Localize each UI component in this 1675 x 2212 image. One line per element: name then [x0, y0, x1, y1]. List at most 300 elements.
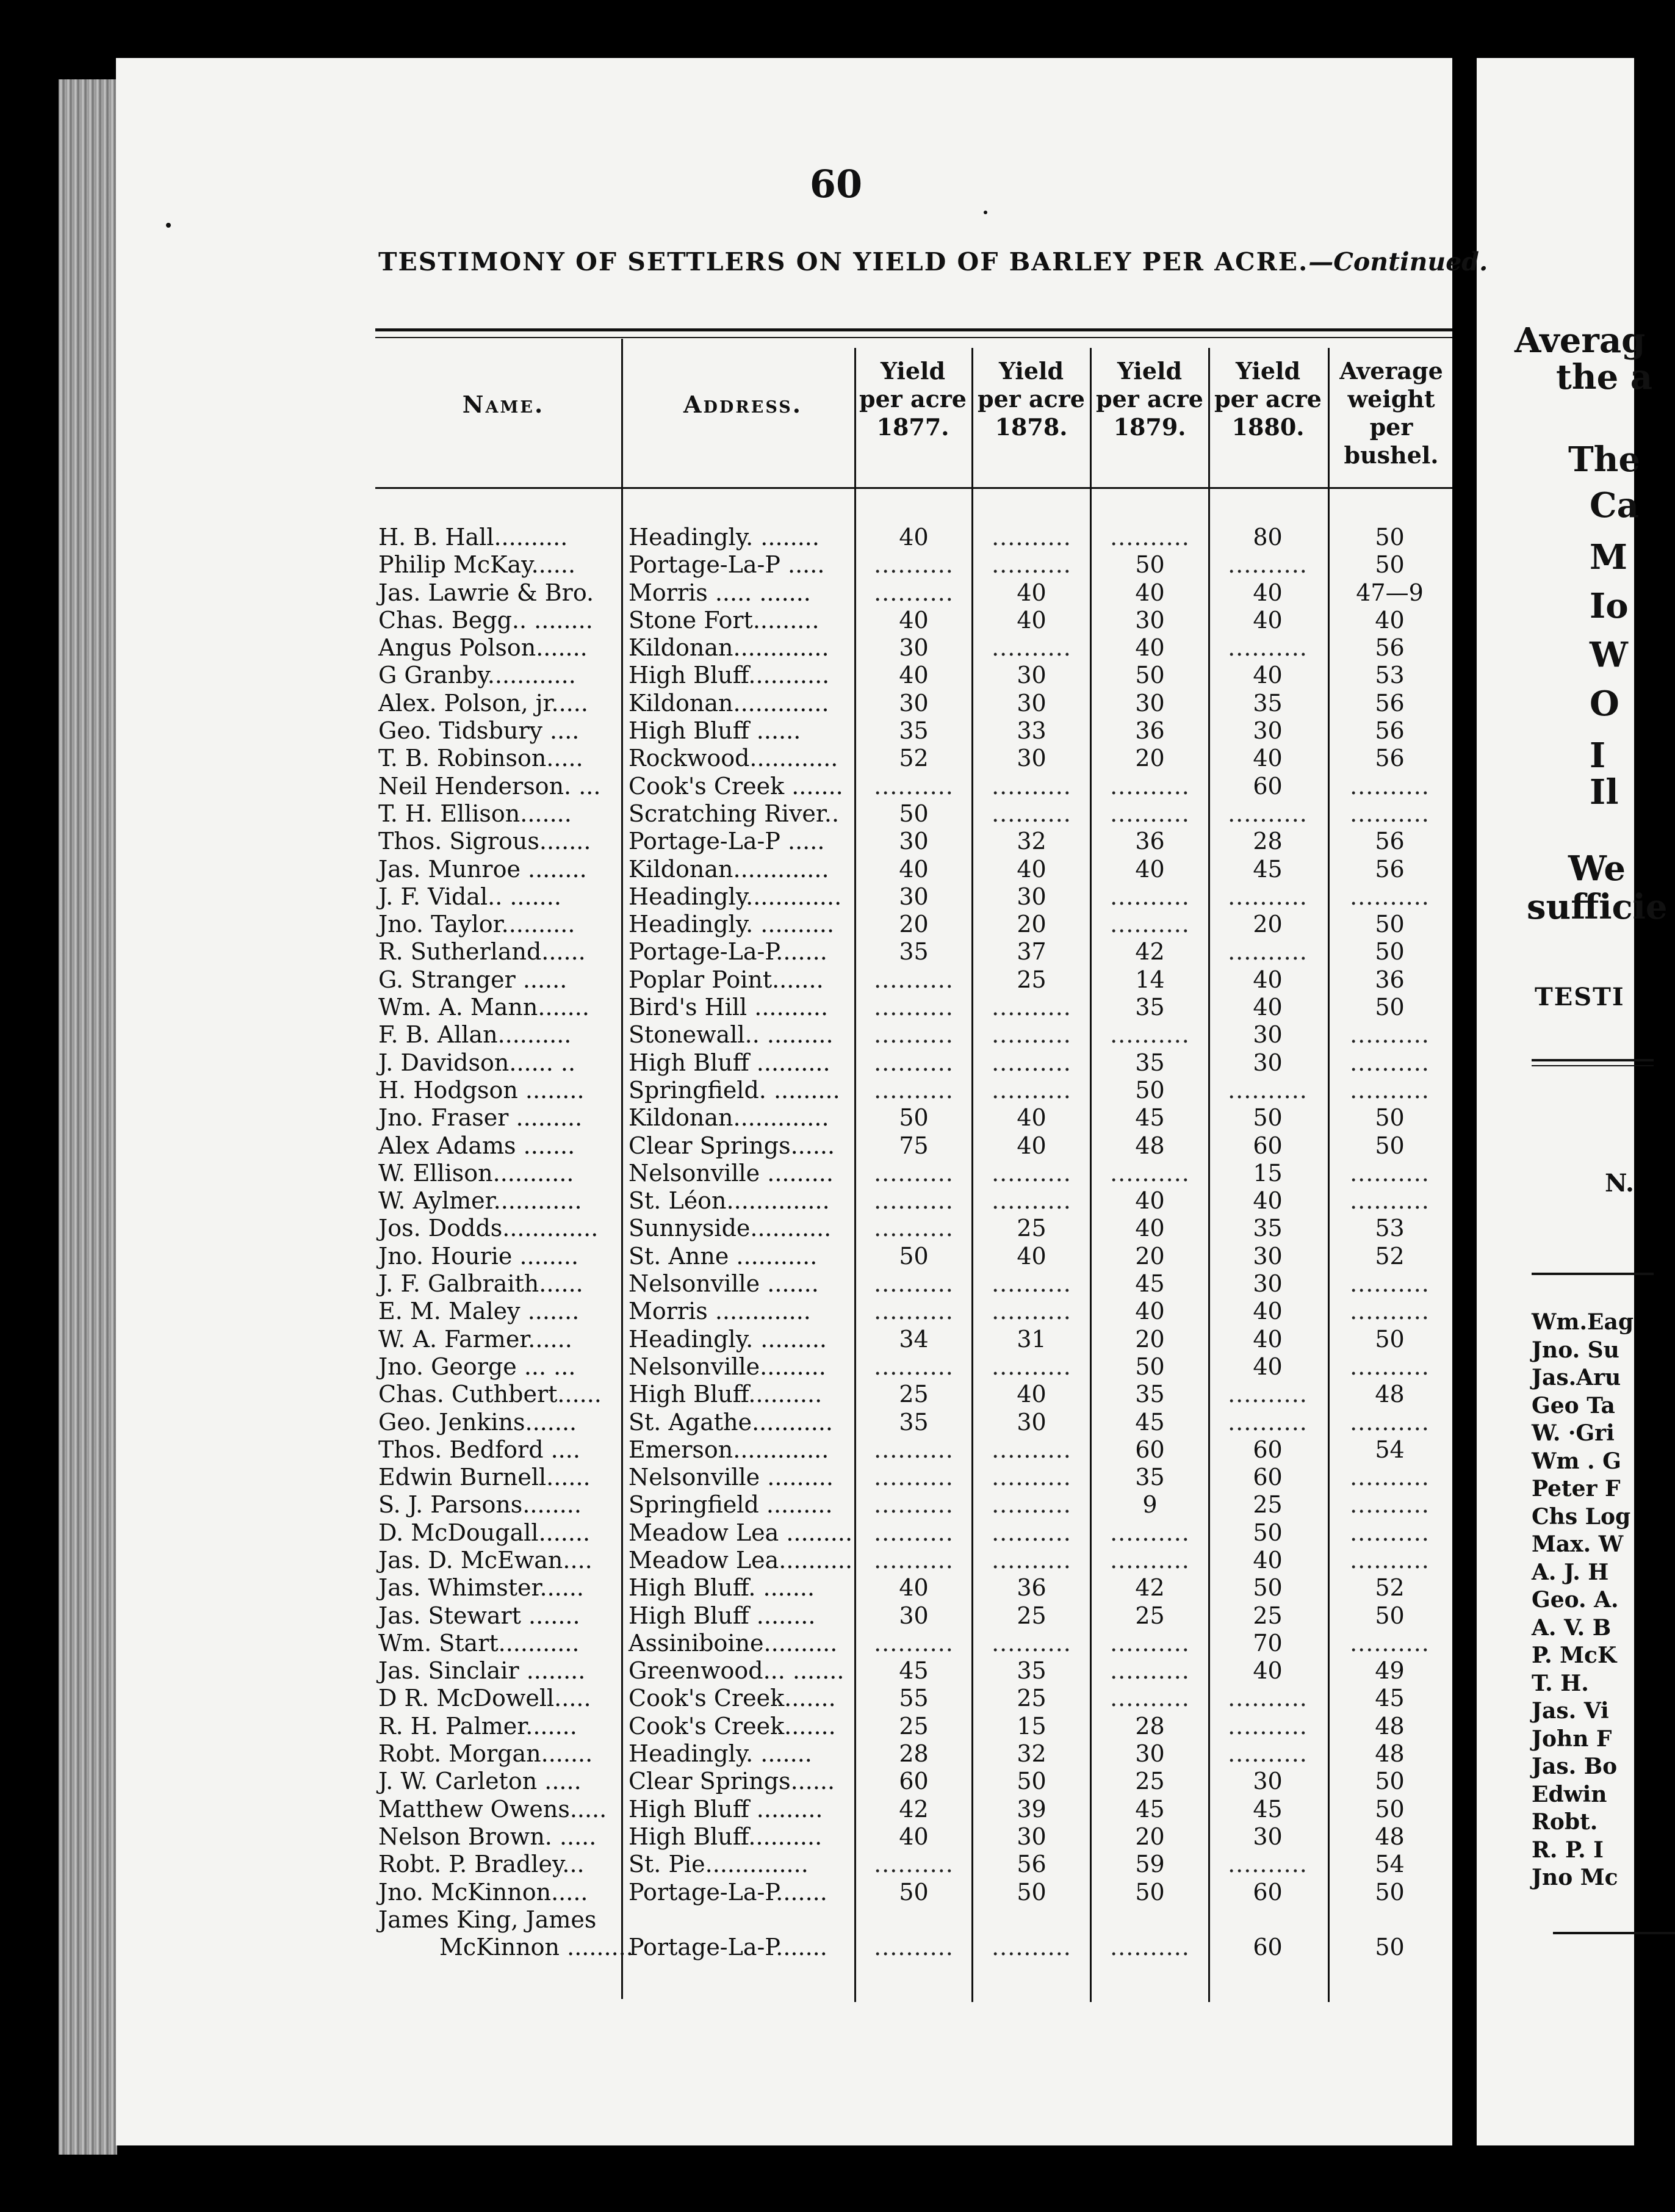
- yield-1877-cell: ..........: [874, 1491, 954, 1519]
- yield-1879-cell: ..........: [1110, 911, 1190, 938]
- address-cell: St. Agathe...........: [629, 1408, 833, 1436]
- name-cell: Edwin Burnell......: [378, 1464, 591, 1491]
- address-cell: Meadow Lea..........: [629, 1546, 853, 1574]
- yield-1878-cell: 25: [1017, 1215, 1046, 1242]
- address-cell: Portage-La-P.......: [629, 1878, 827, 1906]
- yield-1877-cell: ..........: [874, 1851, 954, 1878]
- table-row: [0, 1685, 1452, 1712]
- yield-1879-cell: ..........: [1110, 1657, 1190, 1685]
- yield-1879-cell: 25: [1135, 1768, 1165, 1795]
- yield-1880-cell: 40: [1253, 606, 1283, 634]
- yield-1880-cell: 45: [1253, 855, 1283, 883]
- name-cell: S. J. Parsons........: [378, 1491, 582, 1519]
- table-row: [0, 1381, 1452, 1408]
- yield-1880-cell: ..........: [1228, 1381, 1308, 1408]
- name-cell: Chas. Begg.. ........: [378, 606, 593, 634]
- yield-1878-cell: 30: [1017, 745, 1046, 772]
- weight-cell: ..........: [1350, 1270, 1430, 1298]
- address-cell: Kildonan.............: [629, 1104, 829, 1132]
- table-row: [0, 994, 1452, 1021]
- address-cell: High Bluff..........: [629, 1823, 823, 1850]
- yield-1878-cell: 25: [1017, 1602, 1046, 1629]
- yield-1878-cell: ..........: [992, 1076, 1072, 1104]
- yield-1879-cell: 35: [1135, 1381, 1165, 1408]
- yield-1880-cell: 40: [1253, 1325, 1283, 1353]
- weight-cell: ..........: [1350, 1408, 1430, 1436]
- yield-1879-cell: 30: [1135, 606, 1165, 634]
- right-name-item: John F: [1532, 1726, 1612, 1752]
- weight-cell: 49: [1375, 1657, 1405, 1685]
- header-line: 1878.: [995, 413, 1068, 441]
- header-line: Yield: [880, 357, 946, 385]
- header-line: per: [1369, 413, 1413, 441]
- name-cell: Robt. P. Bradley...: [378, 1851, 585, 1878]
- table-row: [0, 579, 1452, 607]
- header-line: weight: [1347, 385, 1435, 413]
- weight-cell: 48: [1375, 1712, 1405, 1740]
- yield-1880-cell: 80: [1253, 524, 1283, 551]
- yield-1878-cell: ..........: [992, 1546, 1072, 1574]
- facing-page: [1477, 58, 1668, 2145]
- yield-1879-cell: 36: [1135, 828, 1165, 855]
- yield-1878-cell: 35: [1017, 1657, 1046, 1685]
- weight-cell: 48: [1375, 1381, 1405, 1408]
- yield-1879-cell: 20: [1135, 745, 1165, 772]
- yield-1879-cell: 40: [1135, 855, 1165, 883]
- yield-1877-cell: 35: [899, 717, 929, 745]
- yield-1877-cell: 50: [899, 1104, 929, 1132]
- weight-cell: 50: [1375, 1325, 1405, 1353]
- right-name-item: Edwin: [1532, 1781, 1607, 1807]
- yield-1880-cell: 60: [1253, 1878, 1283, 1906]
- address-cell: High Bluff ..........: [629, 1049, 830, 1076]
- top-rule-thin: [375, 337, 1452, 338]
- yield-1878-cell: 50: [1017, 1878, 1046, 1906]
- weight-cell: ..........: [1350, 1187, 1430, 1215]
- weight-cell: 50: [1375, 911, 1405, 938]
- yield-1877-cell: 30: [899, 634, 929, 662]
- address-cell: Clear Springs......: [629, 1768, 835, 1795]
- yield-1878-cell: 40: [1017, 1381, 1046, 1408]
- name-cell: James King, James: [378, 1906, 597, 1933]
- yield-1879-cell: 40: [1135, 1215, 1165, 1242]
- name-cell: Jno. Taylor..........: [378, 911, 575, 938]
- name-cell: F. B. Allan..........: [378, 1021, 572, 1049]
- header-name: Name.: [462, 391, 545, 418]
- name-cell: McKinnon .........: [439, 1934, 633, 1961]
- table-row: [0, 1464, 1452, 1491]
- yield-1878-cell: ..........: [992, 1049, 1072, 1076]
- header-line: Yield: [998, 357, 1064, 385]
- yield-1878-cell: 56: [1017, 1851, 1046, 1878]
- yield-1877-cell: ..........: [874, 1049, 954, 1076]
- yield-1878-cell: 30: [1017, 689, 1046, 717]
- header-line: per acre: [1214, 385, 1322, 413]
- table-row: [0, 1353, 1452, 1381]
- weight-cell: ..........: [1350, 1076, 1430, 1104]
- yield-1877-cell: 40: [899, 1574, 929, 1602]
- yield-1877-cell: 45: [899, 1657, 929, 1685]
- yield-1877-cell: ..........: [874, 551, 954, 579]
- yield-1879-cell: 20: [1135, 1242, 1165, 1270]
- name-cell: W. Aylmer............: [378, 1187, 582, 1215]
- address-cell: Headingly. ..........: [629, 911, 835, 938]
- yield-1877-cell: ..........: [874, 1270, 954, 1298]
- yield-1877-cell: ..........: [874, 1464, 954, 1491]
- yield-1880-cell: 60: [1253, 1464, 1283, 1491]
- address-cell: Cook's Creek.......: [629, 1685, 836, 1712]
- yield-1878-cell: 30: [1017, 1823, 1046, 1850]
- right-name-item: Jno Mc: [1532, 1865, 1618, 1890]
- table-row: [0, 773, 1452, 800]
- yield-1879-cell: 25: [1135, 1602, 1165, 1629]
- yield-1877-cell: ..........: [874, 772, 954, 800]
- yield-1878-cell: ..........: [992, 1519, 1072, 1546]
- header-address: Address.: [683, 391, 802, 418]
- yield-1877-cell: 25: [899, 1712, 929, 1740]
- yield-1879-cell: ..........: [1110, 1934, 1190, 1961]
- weight-cell: 50: [1375, 1934, 1405, 1961]
- name-cell: Jno. Fraser .........: [378, 1104, 583, 1132]
- table-row: [0, 1243, 1452, 1270]
- header-line: per acre: [978, 385, 1085, 413]
- header-line: 1877.: [876, 413, 949, 441]
- table-row: [0, 1740, 1452, 1768]
- address-cell: Morris .............: [629, 1298, 811, 1325]
- yield-1879-cell: 60: [1135, 1436, 1165, 1463]
- yield-1879-cell: ..........: [1110, 883, 1190, 910]
- address-cell: High Bluff...........: [629, 662, 830, 689]
- address-cell: Kildonan.............: [629, 855, 829, 883]
- address-cell: Nelsonville.........: [629, 1353, 826, 1380]
- address-cell: Cook's Creek.......: [629, 1712, 836, 1740]
- address-cell: St. Pie..............: [629, 1851, 809, 1878]
- yield-1878-cell: 37: [1017, 938, 1046, 966]
- table-row: [0, 1602, 1452, 1630]
- yield-1878-cell: 39: [1017, 1795, 1046, 1823]
- title-text: TESTIMONY OF SETTLERS ON YIELD OF BARLEY PER ACRE.: [378, 247, 1309, 276]
- name-cell: J. Davidson...... ..: [378, 1049, 576, 1076]
- name-cell: R. H. Palmer.......: [378, 1712, 577, 1740]
- right-list-item: I: [1590, 736, 1606, 776]
- title-continued: —Continued.: [1308, 247, 1488, 276]
- address-cell: Portage-La-P .....: [629, 551, 825, 579]
- yield-1877-cell: 55: [899, 1685, 929, 1712]
- name-cell: E. M. Maley .......: [378, 1298, 580, 1325]
- yield-1880-cell: 60: [1253, 1132, 1283, 1159]
- yield-1878-cell: 50: [1017, 1768, 1046, 1795]
- name-cell: Thos. Bedford ....: [378, 1436, 580, 1463]
- yield-1880-cell: 40: [1253, 662, 1283, 689]
- yield-1877-cell: 75: [899, 1132, 929, 1159]
- right-name-item: Geo Ta: [1532, 1392, 1615, 1419]
- header-line: 1879.: [1113, 413, 1186, 441]
- name-cell: Jas. Stewart .......: [378, 1602, 580, 1629]
- yield-1880-cell: 30: [1253, 1021, 1283, 1049]
- right-name-item: Jas.Aru: [1532, 1365, 1621, 1390]
- yield-1880-cell: ..........: [1228, 1851, 1308, 1878]
- address-cell: Headingly.............: [629, 883, 842, 910]
- weight-cell: 48: [1375, 1740, 1405, 1768]
- table-row: [0, 1436, 1452, 1464]
- address-cell: St. Léon..............: [629, 1187, 830, 1215]
- yield-1879-cell: ..........: [1110, 524, 1190, 551]
- yield-1877-cell: 30: [899, 689, 929, 717]
- yield-1880-cell: 28: [1253, 828, 1283, 855]
- yield-1878-cell: 40: [1017, 579, 1046, 606]
- yield-1880-cell: 30: [1253, 1823, 1283, 1850]
- yield-1879-cell: 50: [1135, 1878, 1165, 1906]
- table-row: [0, 745, 1452, 772]
- yield-1877-cell: ..........: [874, 1021, 954, 1049]
- ink-speck: [984, 211, 987, 214]
- address-cell: Poplar Point.......: [629, 966, 824, 993]
- address-cell: Rockwood............: [629, 745, 838, 772]
- yield-1880-cell: 45: [1253, 1795, 1283, 1823]
- yield-1878-cell: ..........: [992, 1934, 1072, 1961]
- yield-1877-cell: ..........: [874, 1353, 954, 1380]
- table-row: [0, 1796, 1452, 1823]
- weight-cell: ..........: [1350, 1021, 1430, 1049]
- yield-1878-cell: 30: [1017, 1408, 1046, 1436]
- name-cell: Jos. Dodds.............: [378, 1215, 599, 1242]
- weight-cell: 56: [1375, 855, 1405, 883]
- weight-cell: ..........: [1350, 1353, 1430, 1380]
- name-cell: Jas. Munroe ........: [378, 855, 587, 883]
- yield-1879-cell: 9: [1142, 1491, 1158, 1519]
- yield-1880-cell: 20: [1253, 911, 1283, 938]
- address-cell: Portage-La-P .....: [629, 828, 825, 855]
- yield-1880-cell: 30: [1253, 717, 1283, 745]
- yield-1879-cell: 40: [1135, 579, 1165, 606]
- name-cell: H. B. Hall..........: [378, 524, 568, 551]
- yield-1880-cell: ..........: [1228, 1740, 1308, 1768]
- yield-1878-cell: 40: [1017, 1132, 1046, 1159]
- name-cell: W. Ellison...........: [378, 1159, 574, 1187]
- yield-1880-cell: 30: [1253, 1049, 1283, 1076]
- yield-1880-cell: 40: [1253, 579, 1283, 606]
- yield-1877-cell: 42: [899, 1795, 929, 1823]
- address-cell: Nelsonville .........: [629, 1159, 834, 1187]
- yield-1878-cell: ..........: [992, 1159, 1072, 1187]
- right-name-header: N.: [1605, 1169, 1634, 1198]
- yield-1877-cell: 40: [899, 1823, 929, 1850]
- address-cell: Emerson.............: [629, 1436, 829, 1463]
- address-cell: Sunnyside...........: [629, 1215, 832, 1242]
- address-cell: Assiniboine..........: [629, 1629, 838, 1657]
- weight-cell: 56: [1375, 828, 1405, 855]
- right-name-item: Jas. Bo: [1532, 1754, 1618, 1779]
- right-heading-2: the a: [1556, 357, 1652, 397]
- yield-1877-cell: ..........: [874, 1215, 954, 1242]
- address-cell: Meadow Lea .........: [629, 1519, 853, 1546]
- table-row: [0, 938, 1452, 966]
- weight-cell: 56: [1375, 634, 1405, 662]
- table-row: [0, 1326, 1452, 1353]
- address-cell: High Bluff ........: [629, 1602, 816, 1629]
- yield-1880-cell: 40: [1253, 1353, 1283, 1380]
- yield-1879-cell: 20: [1135, 1325, 1165, 1353]
- right-name-item: Wm . G: [1532, 1448, 1621, 1474]
- yield-1880-cell: 40: [1253, 1546, 1283, 1574]
- yield-1879-cell: 40: [1135, 1298, 1165, 1325]
- yield-1880-cell: 60: [1253, 1934, 1283, 1961]
- yield-1878-cell: 36: [1017, 1574, 1046, 1602]
- right-testi: TESTI: [1535, 983, 1625, 1011]
- table-row: [0, 717, 1452, 745]
- address-cell: Headingly. .........: [629, 1325, 827, 1353]
- yield-1878-cell: 40: [1017, 606, 1046, 634]
- yield-1879-cell: 14: [1135, 966, 1165, 993]
- weight-cell: ..........: [1350, 1519, 1430, 1546]
- address-cell: Greenwood... .......: [629, 1657, 845, 1685]
- name-cell: Jas. D. McEwan....: [378, 1546, 593, 1574]
- weight-cell: ..........: [1350, 1629, 1430, 1657]
- name-cell: H. Hodgson ........: [378, 1076, 585, 1104]
- address-cell: Nelsonville .........: [629, 1464, 834, 1491]
- right-name-item: Robt.: [1532, 1809, 1598, 1835]
- right-name-item: R. P. I: [1532, 1837, 1604, 1863]
- yield-1878-cell: 15: [1017, 1712, 1046, 1740]
- address-cell: High Bluff .........: [629, 1795, 823, 1823]
- name-cell: Jno. George ... ...: [378, 1353, 576, 1380]
- yield-1879-cell: ..........: [1110, 1685, 1190, 1712]
- table-row: [0, 1021, 1452, 1049]
- yield-1880-cell: ..........: [1228, 1712, 1308, 1740]
- yield-1879-cell: 50: [1135, 1076, 1165, 1104]
- yield-1877-cell: 50: [899, 800, 929, 827]
- yield-1878-cell: ..........: [992, 1464, 1072, 1491]
- yield-1877-cell: 28: [899, 1740, 929, 1768]
- yield-1879-cell: 30: [1135, 1740, 1165, 1768]
- yield-1877-cell: ..........: [874, 1629, 954, 1657]
- name-cell: R. Sutherland......: [378, 938, 586, 966]
- name-cell: Jas. Lawrie & Bro.: [378, 579, 594, 606]
- header-yield-1877: [854, 357, 971, 441]
- table-row: [0, 1215, 1452, 1242]
- yield-1880-cell: 40: [1253, 966, 1283, 993]
- yield-1879-cell: 35: [1135, 1464, 1165, 1491]
- yield-1877-cell: ..........: [874, 966, 954, 993]
- address-cell: Bird's Hill ..........: [629, 994, 829, 1021]
- yield-1878-cell: ..........: [992, 1491, 1072, 1519]
- name-cell: Chas. Cuthbert......: [378, 1381, 602, 1408]
- table-row: [0, 883, 1452, 911]
- table-row: [0, 607, 1452, 634]
- right-para-1: We: [1568, 848, 1626, 889]
- yield-1878-cell: 40: [1017, 855, 1046, 883]
- right-rule-2: [1532, 1065, 1654, 1066]
- table-row: [0, 1519, 1452, 1547]
- table-row: [0, 1547, 1452, 1574]
- yield-1877-cell: 30: [899, 883, 929, 910]
- right-list-item: Il: [1590, 772, 1619, 812]
- weight-cell: 56: [1375, 745, 1405, 772]
- name-cell: Neil Henderson. ...: [378, 772, 601, 800]
- right-rule-4: [1553, 1932, 1675, 1934]
- yield-1880-cell: ..........: [1228, 883, 1308, 910]
- yield-1879-cell: 45: [1135, 1104, 1165, 1132]
- right-name-item: Jno. Su: [1532, 1337, 1619, 1363]
- yield-1878-cell: ..........: [992, 1298, 1072, 1325]
- table-row: [0, 911, 1452, 938]
- table-row: [0, 1851, 1452, 1878]
- yield-1879-cell: ..........: [1110, 1629, 1190, 1657]
- yield-1878-cell: ..........: [992, 1629, 1072, 1657]
- name-cell: D R. McDowell.....: [378, 1685, 591, 1712]
- address-cell: Kildonan.............: [629, 634, 829, 662]
- address-cell: Scratching River..: [629, 800, 840, 827]
- address-cell: Cook's Creek .......: [629, 772, 843, 800]
- yield-1878-cell: ..........: [992, 634, 1072, 662]
- yield-1879-cell: ..........: [1110, 1519, 1190, 1546]
- yield-1877-cell: 60: [899, 1768, 929, 1795]
- header-line: bushel.: [1344, 441, 1439, 469]
- yield-1879-cell: 50: [1135, 662, 1165, 689]
- right-rule-1: [1532, 1059, 1654, 1061]
- weight-cell: 54: [1375, 1436, 1405, 1463]
- right-list-item: M: [1590, 537, 1627, 577]
- weight-cell: 48: [1375, 1823, 1405, 1850]
- table-row: [0, 1077, 1452, 1104]
- yield-1879-cell: 30: [1135, 689, 1165, 717]
- address-cell: Clear Springs......: [629, 1132, 835, 1159]
- address-cell: Portage-La-P.......: [629, 1934, 827, 1961]
- weight-cell: ..........: [1350, 772, 1430, 800]
- yield-1880-cell: 40: [1253, 745, 1283, 772]
- yield-1879-cell: 45: [1135, 1408, 1165, 1436]
- yield-1877-cell: 40: [899, 606, 929, 634]
- yield-1877-cell: ..........: [874, 579, 954, 606]
- name-cell: T. H. Ellison.......: [378, 800, 572, 827]
- table-row: [0, 1879, 1452, 1906]
- yield-1877-cell: 50: [899, 1242, 929, 1270]
- table-row: [0, 1934, 1452, 1961]
- yield-1880-cell: ..........: [1228, 634, 1308, 662]
- weight-cell: 50: [1375, 938, 1405, 966]
- name-cell: Geo. Tidsbury ....: [378, 717, 580, 745]
- address-cell: Headingly. .......: [629, 1740, 812, 1768]
- weight-cell: ..........: [1350, 883, 1430, 910]
- header-average-weight: [1330, 357, 1452, 469]
- yield-1878-cell: ..........: [992, 1353, 1072, 1380]
- name-cell: Wm. A. Mann.......: [378, 994, 589, 1021]
- yield-1880-cell: 50: [1253, 1519, 1283, 1546]
- yield-1877-cell: ..........: [874, 1436, 954, 1463]
- header-line: Average: [1339, 357, 1443, 385]
- header-line: 1880.: [1231, 413, 1305, 441]
- table-row: [0, 1657, 1452, 1685]
- yield-1880-cell: 40: [1253, 1657, 1283, 1685]
- yield-1877-cell: 40: [899, 855, 929, 883]
- weight-cell: 50: [1375, 1132, 1405, 1159]
- yield-1877-cell: ..........: [874, 1298, 954, 1325]
- yield-1877-cell: 50: [899, 1878, 929, 1906]
- yield-1878-cell: 30: [1017, 662, 1046, 689]
- name-cell: Geo. Jenkins.......: [378, 1408, 577, 1436]
- address-cell: High Bluff..........: [629, 1381, 823, 1408]
- right-name-item: Max. W: [1532, 1531, 1624, 1557]
- table-row: [0, 1409, 1452, 1436]
- table-row: [0, 634, 1452, 662]
- address-cell: Kildonan.............: [629, 689, 829, 717]
- yield-1879-cell: 20: [1135, 1823, 1165, 1850]
- yield-1880-cell: ..........: [1228, 551, 1308, 579]
- yield-1880-cell: 15: [1253, 1159, 1283, 1187]
- weight-cell: 50: [1375, 1602, 1405, 1629]
- address-cell: Nelsonville .......: [629, 1270, 819, 1298]
- yield-1878-cell: ..........: [992, 994, 1072, 1021]
